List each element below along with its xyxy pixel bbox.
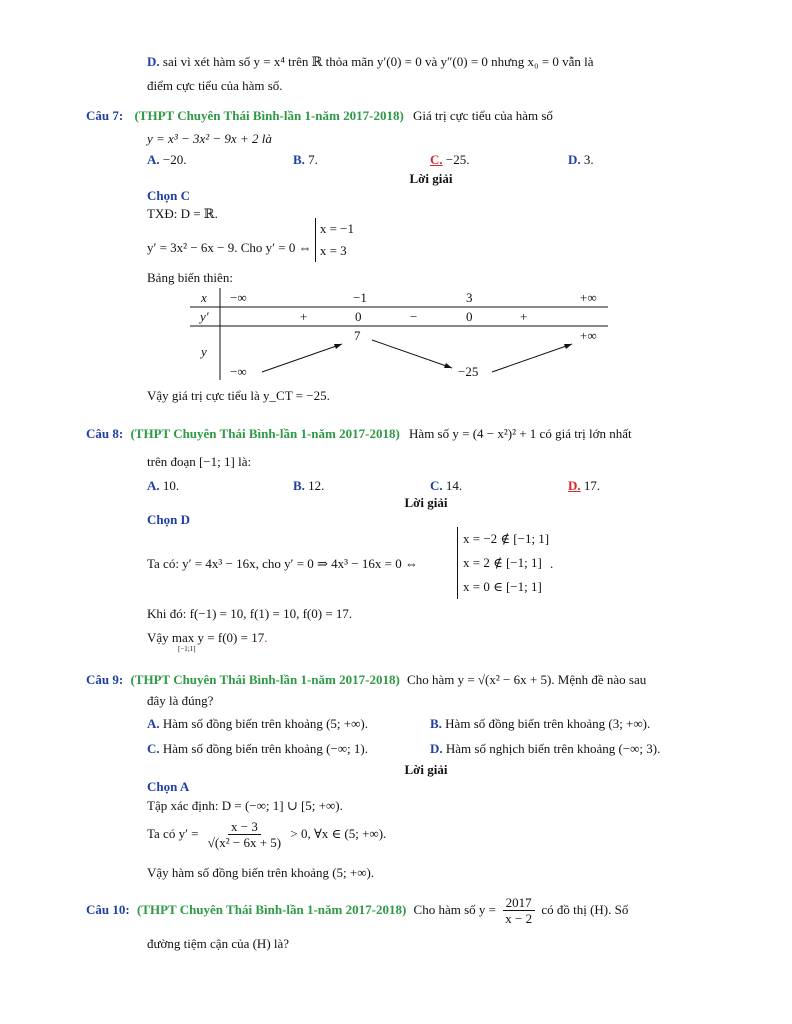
option-text: Hàm số nghịch biến trên khoảng (−∞; 3). — [445, 741, 661, 756]
option-label: C. — [147, 741, 160, 756]
q7-solution-title: Lời giải — [409, 171, 453, 186]
q8-answer: Chọn D — [147, 512, 190, 527]
question-text: Cho hàm số y = — [413, 901, 496, 917]
question-label: Câu 8: — [86, 426, 124, 441]
q7-option-b — [293, 152, 318, 168]
derivative-text: y′ = 3x² − 6x − 9. Cho y′ = 0 ⇔ — [147, 239, 312, 255]
option-label-correct: C. — [430, 152, 443, 167]
option-label: D. — [147, 54, 160, 69]
q10-question-cont: đường tiệm cận của (H) là? — [147, 936, 290, 951]
option-label-correct: D. — [568, 478, 581, 493]
dy-label: y′ — [200, 309, 209, 324]
fraction-numerator: 2017 — [503, 896, 535, 911]
option-text: 10. — [162, 478, 180, 493]
q10-header — [86, 896, 628, 926]
question-label: Câu 7: — [86, 108, 124, 123]
q7-txd: TXĐ: D = ℝ. — [147, 206, 218, 221]
step-text: Ta có: y′ = 4x³ − 16x, cho y′ = 0 ⇒ 4x³ − 16x = 0 ⇔ — [147, 556, 418, 571]
q8-option-c — [430, 478, 462, 494]
q9-option-c — [147, 741, 368, 757]
case-1: x = −2 ∉ [−1; 1] — [463, 531, 550, 546]
q9-domain: Tập xác định: D = (−∞; 1] ∪ [5; +∞). — [147, 798, 343, 813]
q7-option-c — [430, 152, 469, 168]
derivative-fraction — [205, 820, 284, 850]
q9-option-b — [430, 716, 650, 732]
q9-derivative — [147, 820, 386, 850]
dy-sign: − — [410, 309, 418, 324]
q7-table-title: Bảng biến thiên: — [147, 270, 233, 285]
q8-option-b — [293, 478, 324, 494]
option-text: sai vì xét hàm số y = x⁴ trên ℝ thỏa mãn y′(0) = 0 và y″(0) = 0 nhưng x₀ = 0 vẫn là — [162, 54, 594, 69]
q9-option-a — [147, 716, 368, 732]
question-label: Câu 10: — [86, 901, 130, 917]
question-text-suffix: có đồ thị (H). Số — [541, 901, 629, 917]
fraction-denominator: x − 2 — [505, 911, 533, 926]
q8-solution-title: Lời giải — [404, 495, 448, 510]
q9-answer: Chọn A — [147, 779, 190, 794]
option-label: A. — [147, 716, 160, 731]
y-label: y — [201, 344, 207, 359]
option-label: C. — [430, 478, 443, 493]
y-min-value: −25 — [458, 364, 479, 379]
q7-answer: Chọn C — [147, 188, 190, 203]
case-2: x = 2 ∉ [−1; 1] — [463, 555, 542, 570]
y-end-value: +∞ — [580, 328, 597, 343]
question-label: Câu 9: — [86, 672, 124, 687]
question-text: Cho hàm y = √(x² − 6x + 5). Mệnh đề nào sau — [407, 672, 647, 687]
function-fraction — [502, 896, 535, 926]
conclusion-text: Vậy max y = f(0) = 17 — [147, 630, 265, 645]
q7-conclusion: Vậy giá trị cực tiểu là y_CT = −25. — [147, 388, 330, 403]
dy-sign: + — [520, 309, 528, 324]
q8-step2: Khi đó: f(−1) = 10, f(1) = 10, f(0) = 17. — [147, 606, 353, 621]
q9-question-cont: đây là đúng? — [147, 693, 214, 708]
q9-header — [86, 672, 646, 688]
question-source: (THPT Chuyên Thái Bình-lần 1-năm 2017-2018) — [130, 426, 400, 441]
q8-cases — [457, 527, 549, 599]
arrow-up-2 — [492, 344, 572, 372]
question-source: (THPT Chuyên Thái Bình-lần 1-năm 2017-2018) — [134, 108, 404, 123]
table-lines — [190, 288, 610, 383]
q7-header — [86, 108, 708, 124]
q7-option-a — [147, 152, 186, 168]
option-label: A. — [147, 152, 160, 167]
question-source: (THPT Chuyên Thái Bình-lần 1-năm 2017-2018) — [130, 672, 400, 687]
case-3: x = 0 ∈ [−1; 1] — [463, 579, 542, 594]
x-value: 3 — [466, 290, 473, 305]
option-label: D. — [430, 741, 443, 756]
option-text: 17. — [583, 478, 601, 493]
option-text: Hàm số đồng biến trên khoảng (−∞; 1). — [162, 741, 368, 756]
option-label: B. — [293, 152, 305, 167]
q8-option-d — [568, 478, 600, 494]
q7-derivative — [147, 221, 355, 262]
y-start-value: −∞ — [230, 364, 247, 379]
max-subscript: [−1;1] — [178, 645, 196, 653]
q8-header — [86, 426, 632, 442]
x-value: −1 — [353, 290, 367, 305]
option-label: A. — [147, 478, 160, 493]
option-text: −20. — [162, 152, 187, 167]
derivative-suffix: > 0, ∀x ∈ (5; +∞). — [290, 825, 387, 841]
q9-solution-title: Lời giải — [404, 762, 448, 777]
derivative-prefix: Ta có y′ = — [147, 825, 199, 841]
roots-system — [315, 218, 354, 262]
option-text: Hàm số đồng biến trên khoảng (3; +∞). — [445, 716, 651, 731]
dy-sign: + — [300, 309, 308, 324]
q9-conclusion: Vậy hàm số đồng biến trên khoảng (5; +∞). — [147, 865, 375, 880]
question-text: Hàm số y = (4 − x²)² + 1 có giá trị lớn nhất — [409, 426, 632, 441]
dy-zero: 0 — [466, 309, 473, 324]
fraction-numerator: x − 3 — [228, 820, 261, 835]
x-value: −∞ — [230, 290, 247, 305]
x-value: +∞ — [580, 290, 597, 305]
option-text: 12. — [308, 478, 325, 493]
x-label: x — [201, 290, 207, 305]
q8-question-cont: trên đoạn [−1; 1] là: — [147, 454, 252, 469]
option-text: 14. — [445, 478, 463, 493]
root-2: x = 3 — [319, 243, 347, 258]
arrow-down — [372, 340, 452, 368]
fraction-denominator: √(x² − 6x + 5) — [207, 835, 282, 850]
q8-step1 — [147, 556, 418, 572]
variation-table — [190, 288, 610, 383]
q7-function: y = x³ − 3x² − 9x + 2 là — [147, 131, 272, 146]
prev-option-d-cont: điểm cực tiểu của hàm số. — [147, 78, 283, 93]
option-label: B. — [293, 478, 305, 493]
prev-option-d — [147, 54, 593, 70]
q8-conclusion: Vậy max y = f(0) = 17. — [147, 630, 268, 645]
period: . — [550, 556, 554, 571]
question-source: (THPT Chuyên Thái Bình-lần 1-năm 2017-2018) — [136, 901, 407, 917]
option-text: 3. — [583, 152, 594, 167]
option-text: Hàm số đồng biến trên khoảng (5; +∞). — [162, 716, 368, 731]
option-label: B. — [430, 716, 442, 731]
option-label: D. — [568, 152, 581, 167]
root-1: x = −1 — [319, 221, 355, 236]
q7-option-d — [568, 152, 594, 168]
q9-option-d — [430, 741, 660, 757]
question-text: Giá trị cực tiểu của hàm số — [413, 108, 553, 123]
arrow-up-1 — [262, 344, 342, 372]
dy-zero: 0 — [355, 309, 362, 324]
q8-option-a — [147, 478, 179, 494]
option-text: −25. — [445, 152, 470, 167]
y-max-value: 7 — [354, 328, 361, 343]
option-text: 7. — [308, 152, 318, 167]
